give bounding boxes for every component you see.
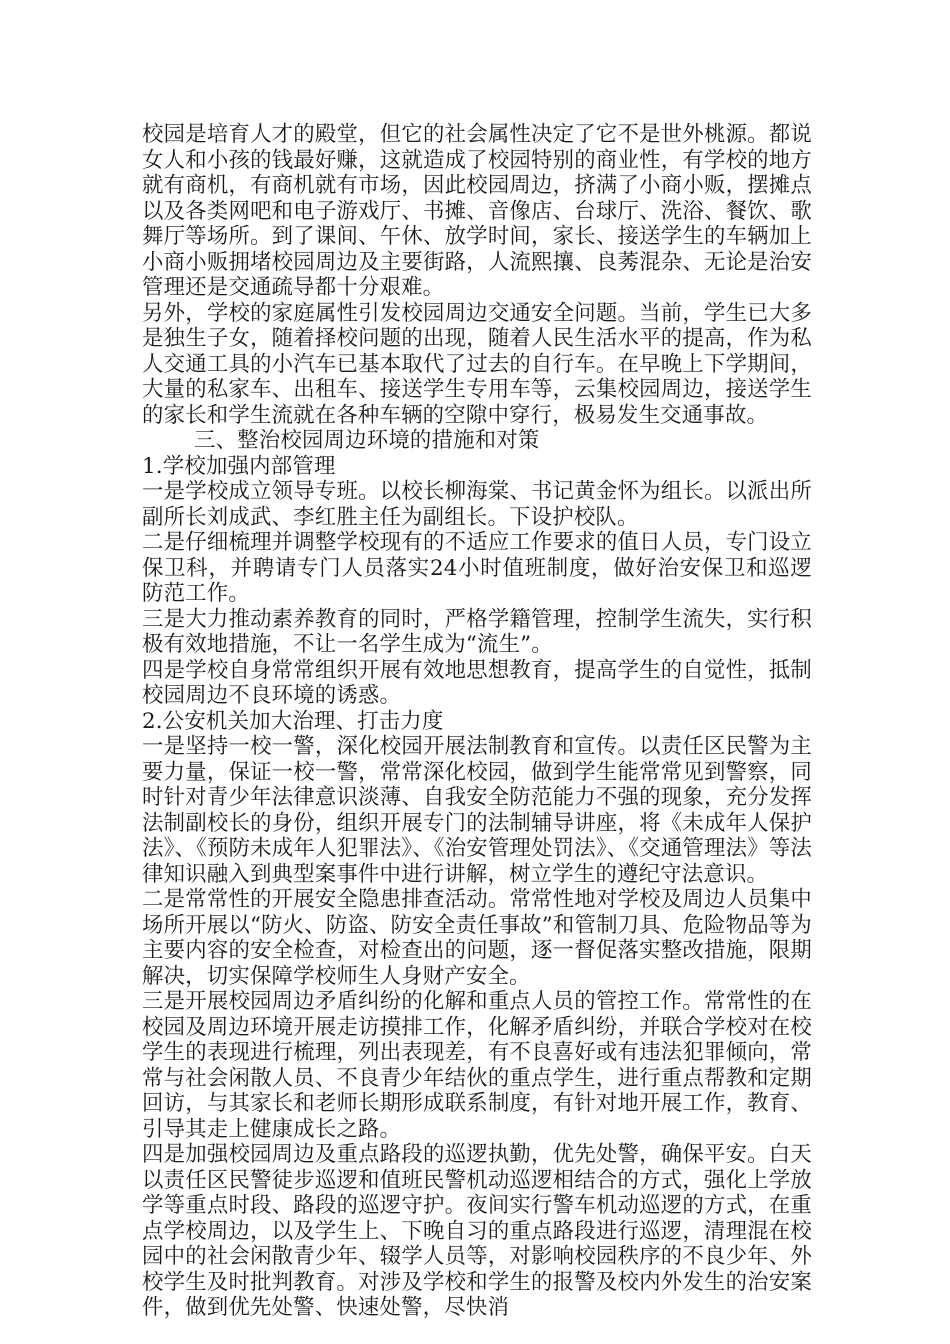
paragraph-ideological-education: 四是学校自身常常组织开展有效地思想教育，提高学生的自觉性，抵制校园周边不良环境的诱惑。 bbox=[142, 657, 812, 708]
document-body bbox=[142, 122, 812, 1321]
paragraph-one-school-one-police: 一是坚持一校一警，深化校园开展法制教育和宣传。以责任区民警为主要力量，保证一校一警，常常深化校园，做到学生能常常见到警察，同时针对青少年法律意识淡薄、自我安全防范能力不强的现象，充分发挥法制副校长的身份，组织开展专门的法制辅导讲座，将《未成年人保护法》、《预防未成年人犯罪法》、《治安管理处罚法》、《交通管理法》等法律知识融入到典型案事件中进行讲解，树立学生的遵纪守法意识。 bbox=[142, 734, 812, 887]
paragraph-security-department: 二是仔细梳理并调整学校现有的不适应工作要求的值日人员，专门设立保卫科，并聘请专门人员落实24小时值班制度，做好治安保卫和巡逻防范工作。 bbox=[142, 530, 812, 606]
paragraph-patrol-duty: 四是加强校园周边及重点路段的巡逻执勤，优先处警，确保平安。白天以责任区民警徒步巡逻和值班民警机动巡逻相结合的方式，强化上学放学等重点时段、路段的巡逻守护。夜间实行警车机动巡逻的方式，在重点学校周边，以及学生上、下晚自习的重点路段进行巡逻，清理混在校园中的社会闲散青少年、辍学人员等，对影响校园秩序的不良少年、外校学生及时批判教育。对涉及学校和学生的报警及校内外发生的治安案件，做到优先处警、快速处警，尽快消 bbox=[142, 1142, 812, 1320]
section-heading-measures: 三、整治校园周边环境的措施和对策 bbox=[194, 428, 540, 453]
subheading-school-management: 1.学校加强内部管理 bbox=[142, 453, 336, 479]
paragraph-enrollment-management: 三是大力推动素养教育的同时，严格学籍管理，控制学生流失，实行积极有效地措施，不让一名学生成为“流生”。 bbox=[142, 606, 812, 657]
paragraph-traffic-safety: 另外，学校的家庭属性引发校园周边交通安全问题。当前，学生已大多是独生子女，随着择校问题的出现，随着人民生活水平的提高，作为私人交通工具的小汽车已基本取代了过去的自行车。在早晚上下学期间，大量的私家车、出租车、接送学生专用车等，云集校园周边，接送学生的家长和学生流就在各种车辆的空隙中穿行，极易发生交通事故。 bbox=[142, 300, 812, 428]
paragraph-safety-inspection: 二是常常性的开展安全隐患排查活动。常常性地对学校及周边人员集中场所开展以“防火、防盗、防安全责任事故”和管制刀具、危险物品等为主要内容的安全检查，对检查出的问题，逐一督促落实整改措施，限期解决，切实保障学校师生人身财产安全。 bbox=[142, 887, 812, 989]
paragraph-dispute-resolution: 三是开展校园周边矛盾纠纷的化解和重点人员的管控工作。常常性的在校园及周边环境开展走访摸排工作，化解矛盾纠纷，并联合学校对在校学生的表现进行梳理，列出表现差，有不良喜好或有违法犯罪倾向，常常与社会闲散人员、不良青少年结伙的重点学生，进行重点帮教和定期回访，与其家长和老师长期形成联系制度，有针对地开展工作，教育、引导其走上健康成长之路。 bbox=[142, 989, 812, 1142]
paragraph-leadership-team: 一是学校成立领导专班。以校长柳海棠、书记黄金怀为组长。以派出所副所长刘成武、李红胜主任为副组长。下设护校队。 bbox=[142, 479, 812, 530]
subheading-police-efforts: 2.公安机关加大治理、打击力度 bbox=[142, 708, 444, 734]
paragraph-campus-commerce: 校园是培育人才的殿堂，但它的社会属性决定了它不是世外桃源。都说女人和小孩的钱最好赚，这就造成了校园特别的商业性，有学校的地方就有商机，有商机就有市场，因此校园周边，挤满了小商小贩，摆摊点以及各类网吧和电子游戏厅、书摊、音像店、台球厅、洗浴、餐饮、歌舞厅等场所。到了课间、午休、放学时间，家长、接送学生的车辆加上小商小贩拥堵校园周边及主要街路，人流熙攘、良莠混杂、无论是治安管理还是交通疏导都十分艰难。 bbox=[142, 122, 812, 300]
